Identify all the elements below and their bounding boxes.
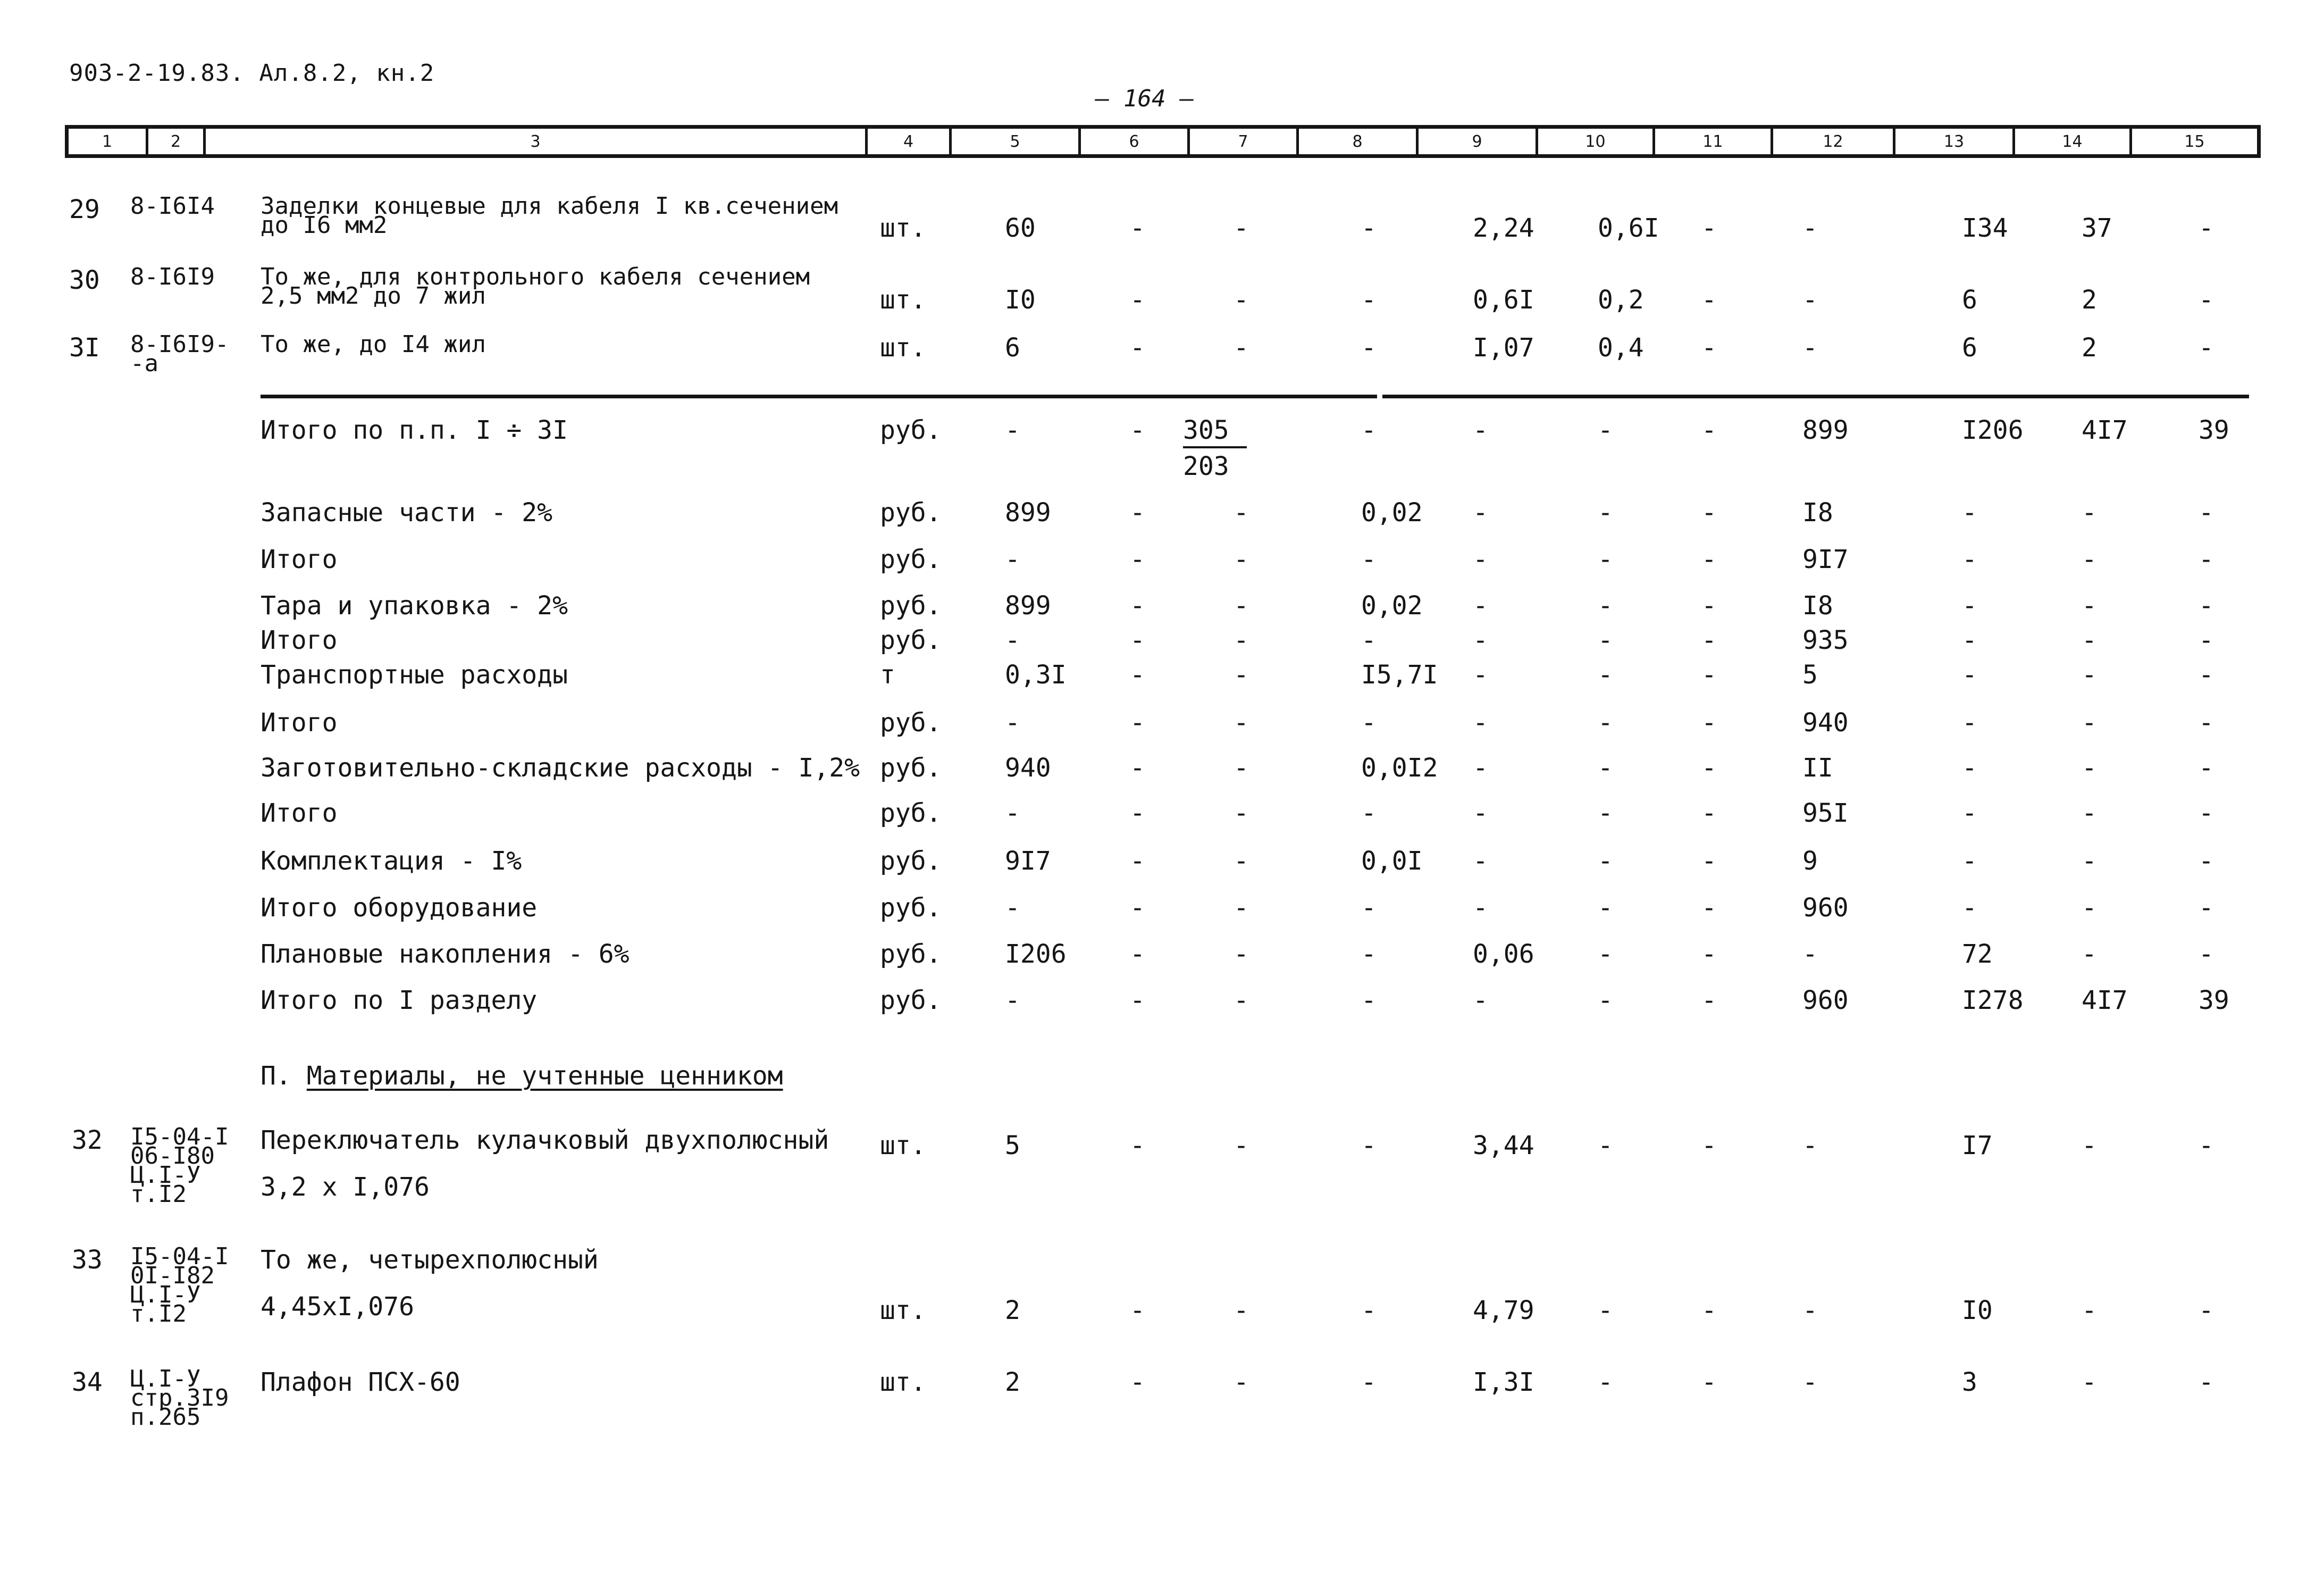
total-row-c14: - <box>2082 798 2097 828</box>
total-row-c15: - <box>2199 708 2214 738</box>
row-c9: I,07 <box>1473 333 1534 363</box>
total-row-c11: - <box>1701 545 1717 574</box>
total-row-c6: - <box>1130 660 1145 690</box>
column-header-strip <box>65 125 2261 158</box>
material-code: Ц.I-У стр.3I9 п.265 <box>130 1365 229 1431</box>
row-c15: - <box>2199 285 2214 315</box>
total-row-c10: - <box>1598 753 1613 783</box>
material-c12: - <box>1802 1131 1818 1160</box>
row-c10: 0,6I <box>1598 213 1659 243</box>
row-c14: 2 <box>2082 333 2097 363</box>
material-c11: - <box>1701 1296 1717 1325</box>
total-row-c7: - <box>1234 986 1249 1015</box>
row-c6: - <box>1130 213 1145 243</box>
total-row-c8: - <box>1361 708 1377 738</box>
section-2-number: П. <box>261 1061 291 1091</box>
total-row-c9: - <box>1473 708 1488 738</box>
material-number: 33 <box>72 1245 103 1275</box>
row-c12: - <box>1802 333 1818 363</box>
total-row-unit: руб. <box>880 798 942 828</box>
material-unit: шт. <box>880 1296 926 1325</box>
total-row-c6: - <box>1130 498 1145 528</box>
total-row-c12: 9I7 <box>1802 545 1849 574</box>
row-c7: - <box>1234 285 1249 315</box>
separator-rule-right <box>1382 395 2249 398</box>
total-row-c15: - <box>2199 660 2214 690</box>
row-code: 8-I6I9 <box>130 263 215 290</box>
total-row-c5: - <box>1005 986 1020 1015</box>
total-row-c6: - <box>1130 415 1145 445</box>
row-c13: 6 <box>1962 285 1977 315</box>
material-c8: - <box>1361 1131 1377 1160</box>
material-size: 3,2 х I,076 <box>261 1172 430 1202</box>
total-row-unit: руб. <box>880 986 942 1015</box>
total-row-c6: - <box>1130 625 1145 655</box>
col-header-8: 8 <box>1299 129 1419 154</box>
total-row-c11: - <box>1701 753 1717 783</box>
total-row-name: Итого <box>261 545 338 574</box>
total-row-c9: - <box>1473 498 1488 528</box>
material-c5: 2 <box>1005 1296 1020 1325</box>
material-c7: - <box>1234 1296 1249 1325</box>
row-c13: I34 <box>1962 213 2008 243</box>
total-row-c12: I8 <box>1802 591 1833 621</box>
total-row-c14: - <box>2082 893 2097 923</box>
col-header-11: 11 <box>1655 129 1773 154</box>
row-c14: 2 <box>2082 285 2097 315</box>
section-2-heading <box>261 1061 783 1091</box>
material-c15: - <box>2199 1131 2214 1160</box>
total-row-c8: - <box>1361 798 1377 828</box>
total-row-c11: - <box>1701 939 1717 969</box>
row-c5: 6 <box>1005 333 1020 363</box>
total-row-unit: руб. <box>880 753 942 783</box>
material-c6: - <box>1130 1131 1145 1160</box>
material-c14: - <box>2082 1296 2097 1325</box>
total-row-c12: 960 <box>1802 986 1849 1015</box>
total-row-c11: - <box>1701 798 1717 828</box>
total-row-c5: - <box>1005 545 1020 574</box>
material-unit: шт. <box>880 1131 926 1160</box>
total-row-c15: - <box>2199 846 2214 876</box>
row-c11: - <box>1701 285 1717 315</box>
material-c5: 2 <box>1005 1367 1020 1397</box>
total-row-c10: - <box>1598 708 1613 738</box>
row-name: То же, для контрольного кабеля сечением 2,5 мм2 до 7 жил <box>261 263 810 310</box>
total-row-c13: - <box>1962 753 1977 783</box>
total-row-name: Комплектация - I% <box>261 846 522 876</box>
total-row-c13: - <box>1962 625 1977 655</box>
total-row-c5: - <box>1005 798 1020 828</box>
row-c5: I0 <box>1005 285 1036 315</box>
total-row-unit: руб. <box>880 415 942 445</box>
col-header-10: 10 <box>1538 129 1655 154</box>
total-row-c10: - <box>1598 660 1613 690</box>
material-number: 32 <box>72 1125 103 1155</box>
row-code: 8-I6I4 <box>130 193 215 220</box>
total-row-c5: 899 <box>1005 591 1051 621</box>
total-row-c9: - <box>1473 591 1488 621</box>
total-row-name: Итого оборудование <box>261 893 538 923</box>
section-2-title: Материалы, не учтенные ценником <box>306 1061 783 1091</box>
total-row-c9: - <box>1473 986 1488 1015</box>
row-unit: шт. <box>880 333 926 363</box>
material-c10: - <box>1598 1296 1613 1325</box>
total-row-c7: - <box>1234 893 1249 923</box>
total-row-c11: - <box>1701 660 1717 690</box>
col-header-15: 15 <box>2184 132 2205 151</box>
row-c11: - <box>1701 333 1717 363</box>
total-row-c11: - <box>1701 986 1717 1015</box>
total-row-c12: 960 <box>1802 893 1849 923</box>
total-row-c9: - <box>1473 625 1488 655</box>
total-row-name: Транспортные расходы <box>261 660 568 690</box>
total-row-c11: - <box>1701 415 1717 445</box>
total-row-c12: 9 <box>1802 846 1818 876</box>
total-row-c8: - <box>1361 939 1377 969</box>
total-row-c6: - <box>1130 893 1145 923</box>
row-c11: - <box>1701 213 1717 243</box>
row-c9: 0,6I <box>1473 285 1534 315</box>
total-row-c5: I206 <box>1005 939 1067 969</box>
total-col7-fraction <box>1183 417 1247 479</box>
col-header-6: 6 <box>1081 129 1190 154</box>
row-c8: - <box>1361 285 1377 315</box>
row-c9: 2,24 <box>1473 213 1534 243</box>
material-c9: I,3I <box>1473 1367 1534 1397</box>
total-row-c15: - <box>2199 625 2214 655</box>
row-number: 3I <box>69 333 100 363</box>
total-row-c13: - <box>1962 498 1977 528</box>
total-row-c13: - <box>1962 798 1977 828</box>
total-row-c14: 4I7 <box>2082 415 2128 445</box>
material-name: То же, четырехполюсный <box>261 1245 599 1275</box>
total-row-c6: - <box>1130 753 1145 783</box>
row-number: 29 <box>69 195 100 224</box>
material-c13: 3 <box>1962 1367 1977 1397</box>
total-row-name: Запасные части - 2% <box>261 498 553 528</box>
total-row-name: Тара и упаковка - 2% <box>261 591 568 621</box>
row-name: Заделки концевые для кабеля I кв.сечением до I6 мм2 <box>261 193 838 239</box>
total-row-name: Итого <box>261 798 338 828</box>
material-c6: - <box>1130 1296 1145 1325</box>
total-row-c10: - <box>1598 625 1613 655</box>
material-c13: I0 <box>1962 1296 1993 1325</box>
row-code: 8-I6I9- -а <box>130 331 229 377</box>
material-c9: 3,44 <box>1473 1131 1534 1160</box>
total-row-c8: - <box>1361 986 1377 1015</box>
material-c8: - <box>1361 1296 1377 1325</box>
total-row-c8: 0,02 <box>1361 498 1423 528</box>
total-row-c13: 72 <box>1962 939 1993 969</box>
total-row-c15: 39 <box>2199 415 2229 445</box>
total-row-c15: - <box>2199 798 2214 828</box>
material-size: 4,45хI,076 <box>261 1292 414 1322</box>
material-code: I5-04-I 0I-I82 Ц.I-У т.I2 <box>130 1243 229 1327</box>
material-c15: - <box>2199 1296 2214 1325</box>
total-row-name: Плановые накопления - 6% <box>261 939 630 969</box>
row-c8: - <box>1361 333 1377 363</box>
row-c13: 6 <box>1962 333 1977 363</box>
material-c11: - <box>1701 1131 1717 1160</box>
page-number: — 164 — <box>1095 85 1194 112</box>
row-c10: 0,2 <box>1598 285 1644 315</box>
col-header-1: 1 <box>69 129 148 154</box>
total-row-c7: - <box>1234 625 1249 655</box>
total-row-c6: - <box>1130 846 1145 876</box>
doc-code: 903-2-19.83. Ал.8.2, кн.2 <box>69 60 435 87</box>
total-row-c12: - <box>1802 939 1818 969</box>
material-number: 34 <box>72 1367 103 1397</box>
total-row-c13: - <box>1962 893 1977 923</box>
material-c9: 4,79 <box>1473 1296 1534 1325</box>
col-header-7: 7 <box>1190 129 1299 154</box>
total-row-c8: - <box>1361 625 1377 655</box>
total-row-c14: - <box>2082 498 2097 528</box>
total-row-c10: - <box>1598 846 1613 876</box>
col-header-14: 14 <box>2015 129 2132 154</box>
separator-rule-left <box>261 395 1377 398</box>
total-row-c8: - <box>1361 893 1377 923</box>
total-row-c9: - <box>1473 846 1488 876</box>
row-number: 30 <box>69 265 100 295</box>
material-c7: - <box>1234 1367 1249 1397</box>
row-c6: - <box>1130 333 1145 363</box>
material-c12: - <box>1802 1367 1818 1397</box>
total-row-c13: - <box>1962 591 1977 621</box>
total-row-c10: - <box>1598 986 1613 1015</box>
material-c7: - <box>1234 1131 1249 1160</box>
total-row-unit: руб. <box>880 498 942 528</box>
total-row-c11: - <box>1701 893 1717 923</box>
total-row-c9: - <box>1473 545 1488 574</box>
total-row-c8: 0,02 <box>1361 591 1423 621</box>
total-row-c11: - <box>1701 498 1717 528</box>
row-c6: - <box>1130 285 1145 315</box>
total-row-c12: 935 <box>1802 625 1849 655</box>
total-row-c7: - <box>1234 753 1249 783</box>
total-row-c14: 4I7 <box>2082 986 2128 1015</box>
total-row-c12: 940 <box>1802 708 1849 738</box>
material-code: I5-04-I 06-I80 Ц.I-У т.I2 <box>130 1123 229 1208</box>
total-row-c7: - <box>1234 708 1249 738</box>
total-row-c11: - <box>1701 846 1717 876</box>
total-row-name: Заготовительно-складские расходы - I,2% <box>261 753 860 783</box>
material-c5: 5 <box>1005 1131 1020 1160</box>
col-header-2: 2 <box>148 129 206 154</box>
total-row-c9: - <box>1473 798 1488 828</box>
total-row-c15: - <box>2199 893 2214 923</box>
total-row-c15: - <box>2199 753 2214 783</box>
total-row-unit: руб. <box>880 939 942 969</box>
total-row-c8: I5,7I <box>1361 660 1438 690</box>
material-c11: - <box>1701 1367 1717 1397</box>
total-row-c8: 0,0I <box>1361 846 1423 876</box>
total-row-name: Итого по п.п. I ÷ 3I <box>261 415 568 445</box>
total-row-name: Итого по I разделу <box>261 986 538 1015</box>
total-row-c6: - <box>1130 939 1145 969</box>
total-row-c9: 0,06 <box>1473 939 1534 969</box>
total-row-c11: - <box>1701 625 1717 655</box>
total-row-c15: - <box>2199 591 2214 621</box>
row-c10: 0,4 <box>1598 333 1644 363</box>
total-row-name: Итого <box>261 708 338 738</box>
total-row-name: Итого <box>261 625 338 655</box>
row-c7: - <box>1234 333 1249 363</box>
col-header-5: 5 <box>952 129 1081 154</box>
total-row-c11: - <box>1701 708 1717 738</box>
total-row-unit: руб. <box>880 545 942 574</box>
total-row-c10: - <box>1598 939 1613 969</box>
material-unit: шт. <box>880 1367 926 1397</box>
total-row-c5: - <box>1005 893 1020 923</box>
total-row-c10: - <box>1598 498 1613 528</box>
total-row-c9: - <box>1473 660 1488 690</box>
total-row-c6: - <box>1130 545 1145 574</box>
total-row-c10: - <box>1598 591 1613 621</box>
total-row-c14: - <box>2082 753 2097 783</box>
material-c14: - <box>2082 1131 2097 1160</box>
total-col7-denominator: 203 <box>1183 452 1229 481</box>
total-row-c5: - <box>1005 415 1020 445</box>
row-c12: - <box>1802 285 1818 315</box>
row-c8: - <box>1361 213 1377 243</box>
total-row-c12: 899 <box>1802 415 1849 445</box>
total-row-c5: 899 <box>1005 498 1051 528</box>
material-c15: - <box>2199 1367 2214 1397</box>
material-c8: - <box>1361 1367 1377 1397</box>
total-row-c9: - <box>1473 415 1488 445</box>
total-row-c14: - <box>2082 625 2097 655</box>
row-c5: 60 <box>1005 213 1036 243</box>
total-row-c12: 5 <box>1802 660 1818 690</box>
total-row-c10: - <box>1598 415 1613 445</box>
total-row-unit: руб. <box>880 846 942 876</box>
total-row-c14: - <box>2082 708 2097 738</box>
total-row-unit: руб. <box>880 591 942 621</box>
total-row-c7: - <box>1234 846 1249 876</box>
total-row-c7: - <box>1234 545 1249 574</box>
row-c14: 37 <box>2082 213 2112 243</box>
total-row-c5: 0,3I <box>1005 660 1067 690</box>
material-c14: - <box>2082 1367 2097 1397</box>
col-header-12: 12 <box>1773 129 1895 154</box>
total-row-c13: - <box>1962 846 1977 876</box>
total-row-c6: - <box>1130 986 1145 1015</box>
col-header-4: 4 <box>868 129 952 154</box>
total-row-c14: - <box>2082 545 2097 574</box>
total-row-c10: - <box>1598 798 1613 828</box>
material-c13: I7 <box>1962 1131 1993 1160</box>
total-row-c7: - <box>1234 798 1249 828</box>
total-row-c9: - <box>1473 753 1488 783</box>
row-unit: шт. <box>880 285 926 315</box>
total-row-c8: - <box>1361 415 1377 445</box>
total-row-c10: - <box>1598 545 1613 574</box>
total-row-c15: 39 <box>2199 986 2229 1015</box>
total-row-c11: - <box>1701 591 1717 621</box>
total-row-c5: - <box>1005 625 1020 655</box>
total-row-c5: 9I7 <box>1005 846 1051 876</box>
total-row-c7: - <box>1234 591 1249 621</box>
material-c10: - <box>1598 1131 1613 1160</box>
row-name: То же, до I4 жил <box>261 331 486 358</box>
total-row-unit: т <box>880 660 895 690</box>
total-row-c12: II <box>1802 753 1833 783</box>
total-row-c14: - <box>2082 591 2097 621</box>
total-col7-numerator: 305 <box>1183 417 1247 448</box>
total-row-c13: - <box>1962 545 1977 574</box>
row-c15: - <box>2199 333 2214 363</box>
total-row-c14: - <box>2082 939 2097 969</box>
total-row-c13: - <box>1962 708 1977 738</box>
total-row-c14: - <box>2082 660 2097 690</box>
material-c12: - <box>1802 1296 1818 1325</box>
total-row-c13: - <box>1962 660 1977 690</box>
total-row-unit: руб. <box>880 625 942 655</box>
row-unit: шт. <box>880 213 926 243</box>
material-c10: - <box>1598 1367 1613 1397</box>
total-row-c14: - <box>2082 846 2097 876</box>
total-row-c8: - <box>1361 545 1377 574</box>
material-c6: - <box>1130 1367 1145 1397</box>
col-header-13: 13 <box>1895 129 2015 154</box>
col-header-3: 3 <box>206 129 868 154</box>
total-row-unit: руб. <box>880 708 942 738</box>
total-row-c7: - <box>1234 939 1249 969</box>
row-c12: - <box>1802 213 1818 243</box>
total-row-c12: I8 <box>1802 498 1833 528</box>
total-row-c15: - <box>2199 939 2214 969</box>
total-row-c15: - <box>2199 545 2214 574</box>
material-name: Плафон ПСХ-60 <box>261 1367 460 1397</box>
total-row-unit: руб. <box>880 893 942 923</box>
material-name: Переключатель кулачковый двухполюсный <box>261 1125 829 1155</box>
row-c7: - <box>1234 213 1249 243</box>
total-row-c12: 95I <box>1802 798 1849 828</box>
total-row-c15: - <box>2199 498 2214 528</box>
total-row-c7: - <box>1234 498 1249 528</box>
total-row-c13: I206 <box>1962 415 2024 445</box>
row-c15: - <box>2199 213 2214 243</box>
total-row-c5: - <box>1005 708 1020 738</box>
total-row-c10: - <box>1598 893 1613 923</box>
col-header-9: 9 <box>1419 129 1538 154</box>
total-row-c9: - <box>1473 893 1488 923</box>
total-row-c6: - <box>1130 798 1145 828</box>
total-row-c6: - <box>1130 708 1145 738</box>
total-row-c5: 940 <box>1005 753 1051 783</box>
total-row-c8: 0,0I2 <box>1361 753 1438 783</box>
total-row-c7: - <box>1234 660 1249 690</box>
total-row-c13: I278 <box>1962 986 2024 1015</box>
total-row-c6: - <box>1130 591 1145 621</box>
